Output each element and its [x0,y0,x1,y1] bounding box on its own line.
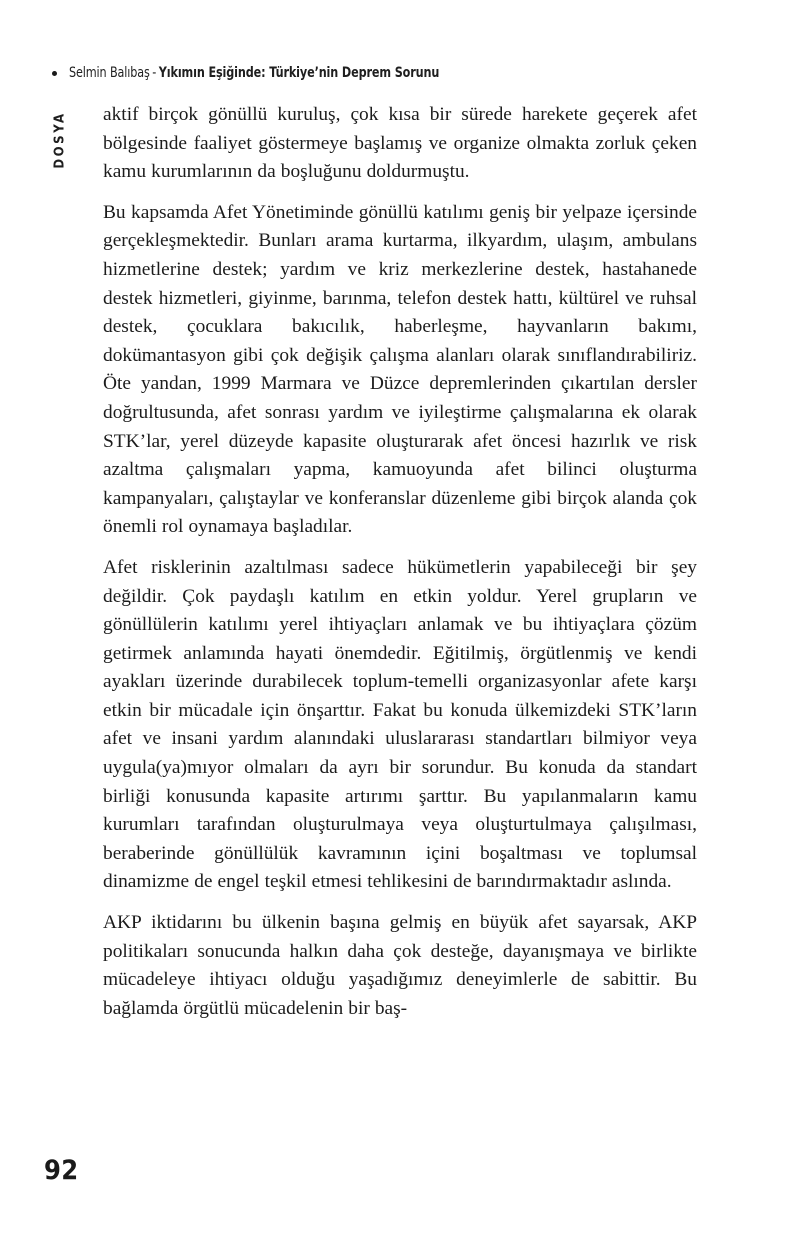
section-tab [48,94,72,186]
running-head [52,62,752,84]
paragraph: Afet risklerinin azaltılması sadece hükümetlerin yapabileceği bir şey değildir. Çok paydaşlı katılım en etkin yoldur. Yerel grupların ve gönüllülerin katılımı yerel ihtiyaçları anlamak ve bu ihtiyaçlara çözüm getirmek anlamında hayati önemdedir. Eğitilmiş, örgütlenmiş ve kendi ayakları üzerinde durabilecek toplum-temelli organizasyonlar afete karşı etkin bir mücadale için önşarttır. Fakat bu konuda ülkemizdeki STK’ların afet ve insani yardım alanındaki uluslararası standartları bilmiyor veya uygula(ya)mıyor olmaları da ayrı bir sorundur. Bu konuda da standart birliği konusunda kapasite artırımı şarttır. Bu yapılanmaların kamu kurumları tarafından oluşturulmaya veya oluşturtulmaya çalışılması, beraberinde gönüllülük kavramının içini boşaltması ve toplumsal dinamizme de engel teşkil etmesi tehlikesini de barındırmaktadır aslında. [103,556,697,893]
running-head-separator: - [152,65,157,81]
body-text-column [103,101,697,1023]
paragraph: aktif birçok gönüllü kuruluş, çok kısa bir sürede harekete geçerek afet bölgesinde faaliyet göstermeye başlamış ve organize olmakta zorluk çeken kamu kurumlarının da boşluğunu doldurmuştu. [103,104,697,183]
running-head-title: Yıkımın Eşiğinde: Türkiye’nin Deprem Sorunu [158,65,440,81]
running-head-author: Selmin Balıbaş [69,65,150,81]
running-head-text [69,65,439,81]
bullet-dot-icon [52,71,57,76]
paragraph: AKP iktidarını bu ülkenin başına gelmiş en büyük afet sayarsak, AKP politikaları sonucunda halkın daha çok desteğe, dayanışmaya ve birlikte mücadeleye ihtiyacı olduğu yaşadığımız deneyimlerle de sabittir. Bu bağlamda örgütlü mücadelenin bir baş- [103,912,697,1019]
paragraph: Bu kapsamda Afet Yönetiminde gönüllü katılımı geniş bir yelpaze içersinde gerçekleşmektedir. Bunları arama kurtarma, ilkyardım, ulaşım, ambulans hizmetlerine destek; yardım ve kriz merkezlerine destek, hastahanede destek hizmetleri, giyinme, barınma, telefon destek hattı, kültürel ve ruhsal destek, çocuklara bakıcılık, haberleşme, hayvanların bakımı, dokümantasyon gibi çok değişik çalışma alanları olarak sınıflandırabiliriz. Öte yandan, 1999 Marmara ve Düzce depremlerinden çıkartılan dersler doğrultusunda, afet sonrası yardım ve iyileştirme çalışmalarına ek olarak STK’lar, yerel düzeyde kapasite oluşturarak afet öncesi hazırlık ve risk azaltma çalışmaları yapma, kamuoyunda afet bilinci oluşturma kampanyaları, çalıştaylar ve konferanslar düzenleme gibi birçok alanda çok önemli rol oynamaya başladılar. [103,201,697,538]
section-tab-label: DOSYA [52,111,68,169]
page-number: 92 [44,1155,79,1186]
